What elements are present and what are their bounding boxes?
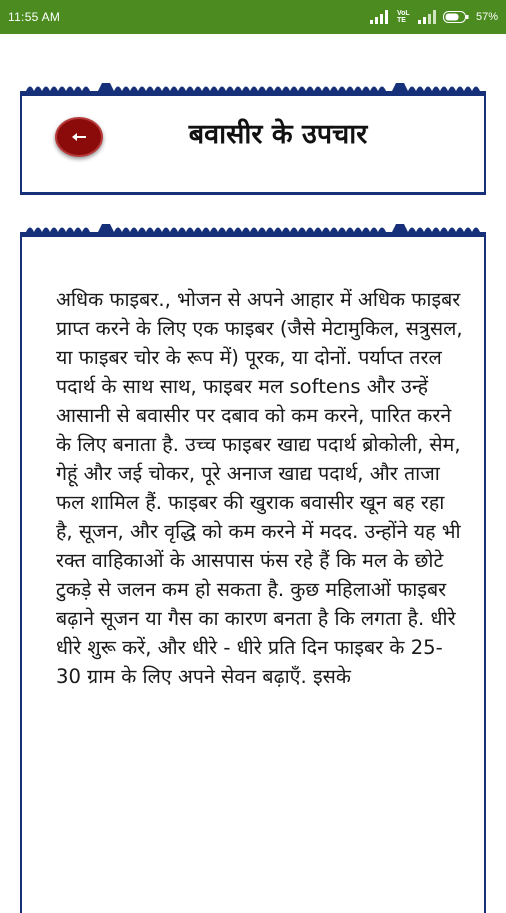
article-text: अधिक फाइबर., भोजन से अपने आहार में अधिक फाइबर प्राप्त करने के लिए एक फाइबर (जैसे मेटामुकिल, सत्रुसल, या फाइबर चोर के रूप में) पूरक, या दोनों. पर्याप्त तरल पदार्थ के साथ साथ, फाइबर मल softens और उन्हें आसानी से बवासीर पर दबाव को कम करने, पारित करने के लिए बनाता है. उच्च फाइबर खाद्य पदार्थ ब्रोकोली, सेम, गेहूं और जई चोकर, पूरे अनाज खाद्य पदार्थ, और ताजा फल शामिल हैं. फाइबर की खुराक बवासीर खून बह रहा है, सूजन, और वृद्धि को कम करने में मदद. उन्होंने यह भी रक्त वाहिकाओं के आसपास फंस रहे हैं कि मल के छोटे टुकड़े से जलन कम हो सकता है. कुछ महिलाओं फाइबर बढ़ाने सूजन या गैस का कारण बनता है कि लगता है. धीरे धीरे शुरू करें, और धीरे - धीरे प्रति दिन फाइबर के 25-30 ग्राम के लिए अपने सेवन बढ़ाएँ. इसके: [56, 288, 463, 688]
battery-icon: [443, 11, 469, 23]
back-button[interactable]: [55, 117, 103, 157]
page-title: बवासीर के उपचार: [188, 119, 368, 150]
status-time: 11:55 AM: [8, 10, 61, 24]
status-icons: [370, 7, 498, 27]
status-bar: [0, 0, 506, 34]
signal-icon: [418, 10, 436, 24]
header-card: [20, 92, 486, 195]
battery-percent: 57%: [475, 11, 498, 23]
scalloped-border: [20, 78, 486, 96]
scalloped-border: [20, 219, 486, 237]
signal-icon: [370, 10, 390, 24]
content-card: [20, 233, 486, 913]
arrow-left-icon: [72, 133, 86, 141]
volte-icon: VoLTE: [396, 10, 410, 24]
